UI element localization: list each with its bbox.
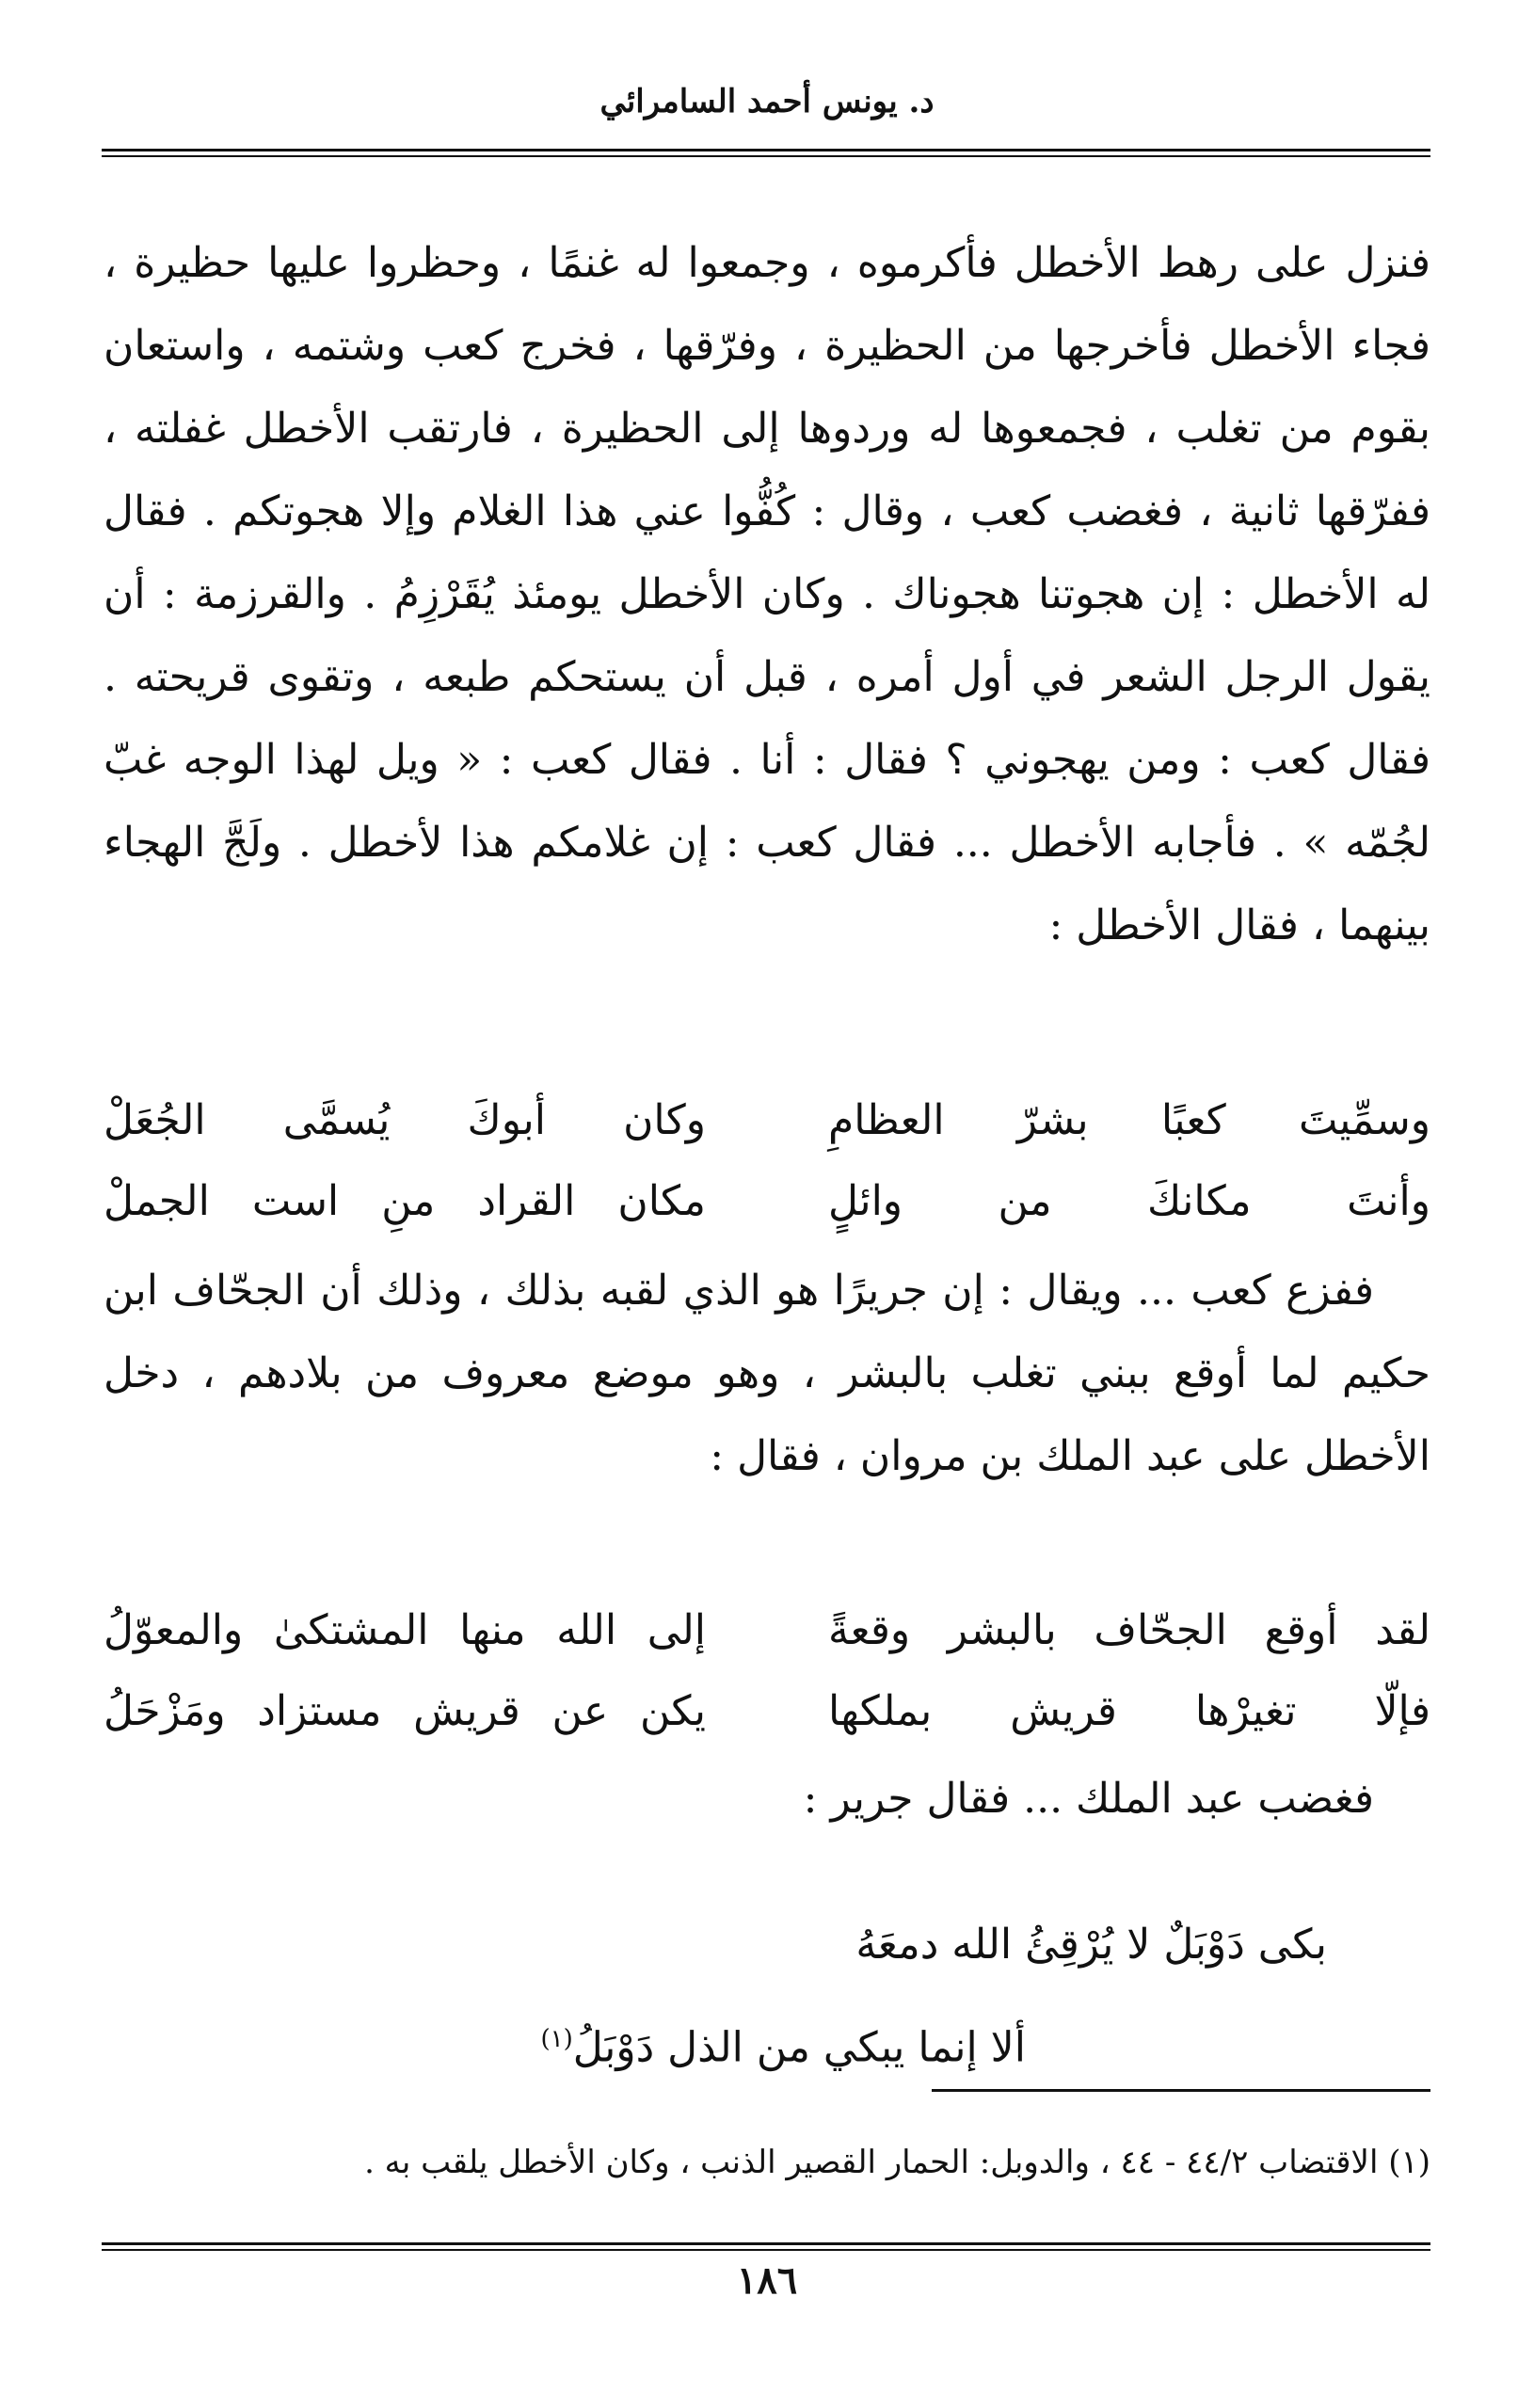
verse-first-hemistich: فإلّا تغيرْها قريش بملكها bbox=[828, 1687, 1430, 1735]
verse-second-hemistich: يكن عن قريش مستزاد ومَزْحَلُ bbox=[104, 1687, 706, 1735]
verse-first-hemistich: وأنتَ مكانكَ من وائلٍ bbox=[828, 1177, 1430, 1225]
poem-jarir-line-2 bbox=[461, 1997, 1026, 2091]
verse-second-hemistich: وكان أبوكَ يُسمَّى الجُعَلْ bbox=[104, 1096, 706, 1144]
footnote: (١) الاقتضاب ٤٤/٢ - ٤٤ ، والدوبل: الحمار القصير الذنب ، وكان الأخطل يلقب به . bbox=[364, 2144, 1430, 2181]
verse-text bbox=[461, 1997, 1026, 2091]
paragraph-3 bbox=[104, 1758, 1430, 1841]
footnote-marker[interactable]: (١) bbox=[540, 2025, 573, 2053]
poem-jarir-line-1 bbox=[480, 1903, 1327, 1987]
poem-akhtal-2 bbox=[104, 1590, 1430, 1752]
verse-text-body: ألا إنما يبكي من الذل دَوْبَلُ bbox=[572, 2023, 1026, 2072]
footnote-rule bbox=[932, 2089, 1430, 2092]
verse-line bbox=[104, 1080, 1430, 1161]
paragraph-text: فنزل على رهط الأخطل فأكرموه ، وجمعوا له غنمًا ، وحظروا عليها حظيرة ، فجاء الأخطل فأخرجها من الحظيرة ، وفرّقها ، فخرج كعب وشتمه ، واستعان بقوم من تغلب ، فجمعوها له وردوها إلى الحظيرة ، فارتقب الأخطل غفلته ، ففرّقها ثانية ، فغضب كعب ، وقال : كُفُّوا عني هذا الغلام وإلا هجوتكم . فقال له الأخطل : إن هجوتنا هجوناك . وكان الأخطل يومئذ يُقَرْزِمُ . والقرزمة : أن يقول الرجل الشعر في أول أمره ، قبل أن يستحكم طبعه ، وتقوى قريحته . فقال كعب : ومن يهجوني ؟ فقال : أنا . فقال كعب : « ويل لهذا الوجه غبّ لجُمّه » . فأجابه الأخطل ... فقال كعب : إن غلامكم هذا لأخطل . ولَجَّ الهجاء بينهما ، فقال الأخطل : bbox=[104, 239, 1430, 949]
verse-text: بكى دَوْبَلٌ لا يُرْقِئُ الله دمعَهُ bbox=[855, 1921, 1327, 1969]
running-head-author: د. يونس أحمد السامرائي bbox=[599, 83, 935, 120]
header-rule bbox=[102, 149, 1430, 151]
verse-second-hemistich: إلى الله منها المشتكىٰ والمعوّلُ bbox=[104, 1606, 706, 1654]
paragraph-2 bbox=[104, 1250, 1430, 1498]
verse-line bbox=[104, 1671, 1430, 1752]
page-number: ١٨٦ bbox=[736, 2258, 798, 2303]
verse-line bbox=[104, 1590, 1430, 1671]
poem-akhtal bbox=[104, 1080, 1430, 1242]
paragraph-text: ففزع كعب ... ويقال : إن جريرًا هو الذي لقبه بذلك ، وذلك أن الجحّاف ابن حكيم لما أوقع ببني تغلب بالبشر ، وهو موضع معروف من بلادهم ، دخل الأخطل على عبد الملك بن مروان ، فقال : bbox=[104, 1267, 1430, 1480]
verse-first-hemistich: وسمِّيتَ كعبًا بشرّ العظامِ bbox=[828, 1096, 1430, 1144]
verse-second-hemistich: مكان القراد منِ است الجملْ bbox=[104, 1177, 706, 1225]
verse-first-hemistich: لقد أوقع الجحّاف بالبشر وقعةً bbox=[828, 1606, 1430, 1654]
paragraph-1 bbox=[104, 222, 1430, 967]
paragraph-text: فغضب عبد الملك ... فقال جرير : bbox=[803, 1775, 1374, 1823]
footer-rule bbox=[102, 2242, 1430, 2245]
verse-line bbox=[104, 1161, 1430, 1242]
